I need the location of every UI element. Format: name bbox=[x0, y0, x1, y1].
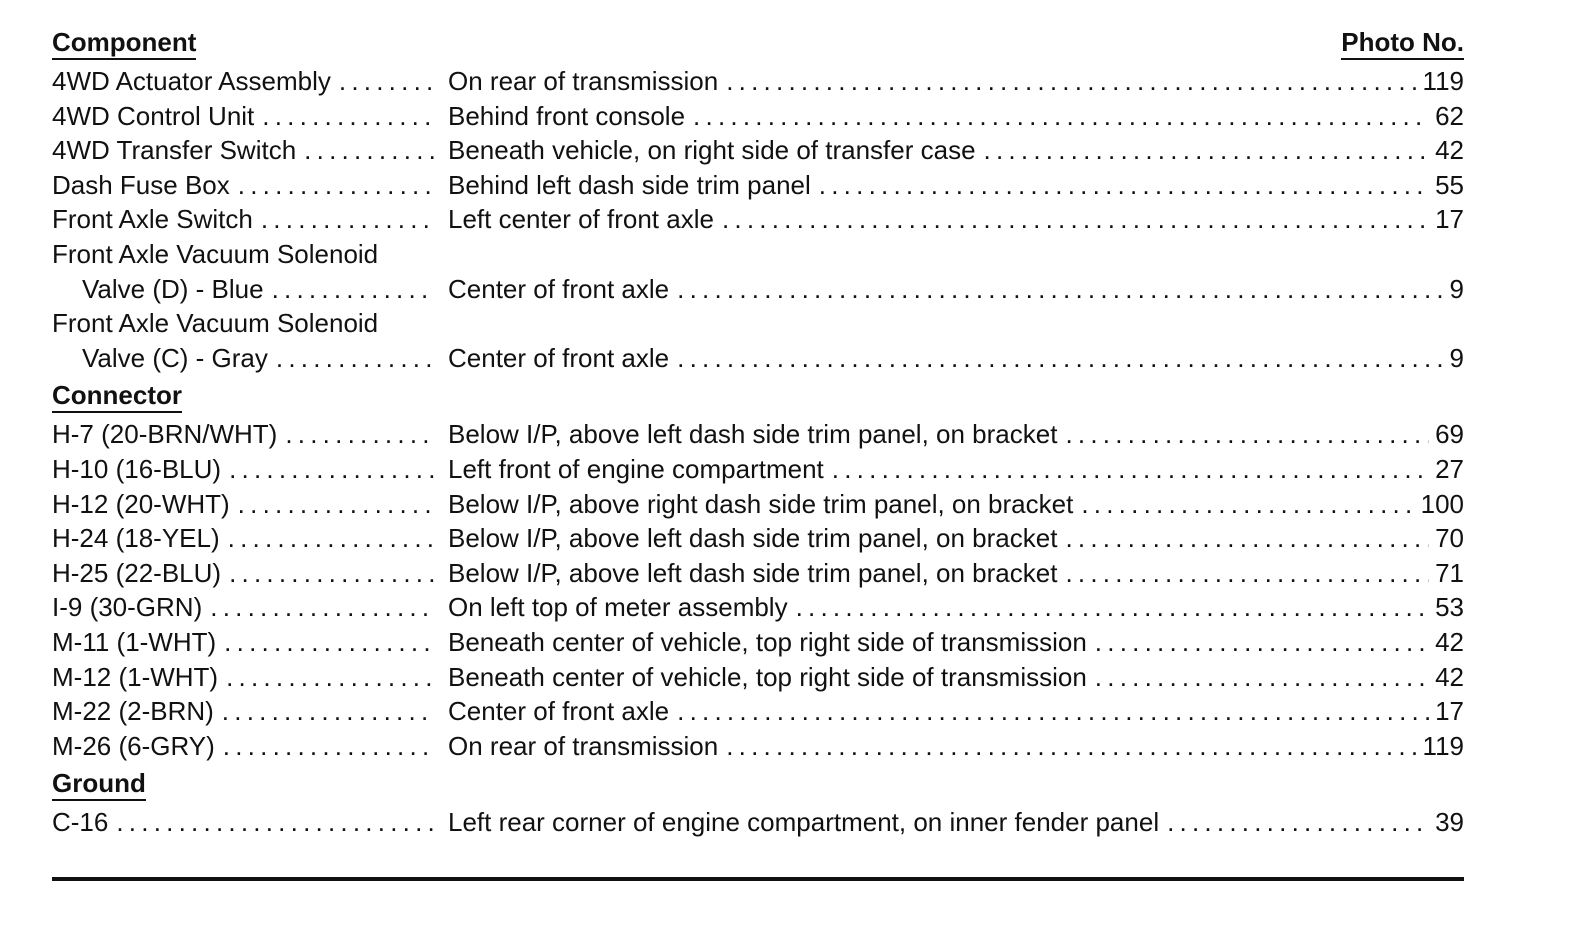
table-row bbox=[52, 660, 1464, 695]
connector-name: H-12 (20-WHT) bbox=[52, 487, 238, 522]
location-text: Behind left dash side trim panel bbox=[448, 168, 819, 203]
component-heading: Component bbox=[52, 27, 196, 60]
table-row bbox=[52, 805, 1464, 840]
location-text: Beneath vehicle, on right side of transfer case bbox=[448, 133, 984, 168]
photo-number: 17 bbox=[1429, 202, 1464, 237]
photo-number: 9 bbox=[1444, 272, 1464, 307]
photo-number: 17 bbox=[1429, 694, 1464, 729]
connector-name: H-24 (18-YEL) bbox=[52, 521, 228, 556]
component-name: 4WD Transfer Switch bbox=[52, 133, 304, 168]
connector-name: M-22 (2-BRN) bbox=[52, 694, 222, 729]
component-name: Front Axle Switch bbox=[52, 202, 261, 237]
location-text: Center of front axle bbox=[448, 272, 677, 307]
table-row bbox=[52, 417, 1464, 452]
connector-name: M-12 (1-WHT) bbox=[52, 660, 226, 695]
location-text: Beneath center of vehicle, top right side of transmission bbox=[448, 625, 1095, 660]
photo-number: 55 bbox=[1429, 168, 1464, 203]
location-text: Behind front console bbox=[448, 99, 693, 134]
location-text: Left center of front axle bbox=[448, 202, 722, 237]
table-row bbox=[52, 590, 1464, 625]
location-text: Left rear corner of engine compartment, on inner fender panel bbox=[448, 805, 1167, 840]
photo-number: 119 bbox=[1417, 64, 1464, 99]
connector-heading: Connector bbox=[52, 380, 182, 413]
table-row bbox=[52, 452, 1464, 487]
table-row bbox=[52, 556, 1464, 591]
connector-name: I-9 (30-GRN) bbox=[52, 590, 210, 625]
component-name: Front Axle Vacuum Solenoid bbox=[52, 237, 386, 272]
photo-no-heading: Photo No. bbox=[1341, 27, 1464, 60]
ground-section-header bbox=[52, 763, 1464, 805]
table-row bbox=[52, 521, 1464, 556]
connector-section-header bbox=[52, 375, 1464, 417]
location-text: On rear of transmission bbox=[448, 729, 726, 764]
table-row bbox=[52, 168, 1464, 203]
table-row bbox=[52, 306, 1464, 341]
photo-number: 42 bbox=[1429, 133, 1464, 168]
location-text: Below I/P, above left dash side trim panel, on bracket bbox=[448, 417, 1065, 452]
table-row bbox=[52, 237, 1464, 272]
connector-name: M-11 (1-WHT) bbox=[52, 625, 224, 660]
location-text: Beneath center of vehicle, top right side of transmission bbox=[448, 660, 1095, 695]
photo-number: 70 bbox=[1429, 521, 1464, 556]
component-name: Dash Fuse Box bbox=[52, 168, 238, 203]
location-text: Left front of engine compartment bbox=[448, 452, 832, 487]
component-locator-table bbox=[52, 18, 1464, 840]
connector-name: H-10 (16-BLU) bbox=[52, 452, 229, 487]
location-text: On rear of transmission bbox=[448, 64, 726, 99]
connector-name: H-7 (20-BRN/WHT) bbox=[52, 417, 285, 452]
photo-number: 39 bbox=[1429, 805, 1464, 840]
component-section-header bbox=[52, 18, 1464, 64]
photo-number: 71 bbox=[1429, 556, 1464, 591]
bottom-rule bbox=[52, 877, 1464, 881]
location-text: Below I/P, above left dash side trim panel, on bracket bbox=[448, 521, 1065, 556]
photo-number: 100 bbox=[1415, 487, 1464, 522]
location-text: On left top of meter assembly bbox=[448, 590, 796, 625]
table-row bbox=[52, 133, 1464, 168]
table-row bbox=[52, 487, 1464, 522]
table-row bbox=[52, 341, 1464, 376]
photo-number: 42 bbox=[1429, 660, 1464, 695]
photo-number: 62 bbox=[1429, 99, 1464, 134]
location-text: Center of front axle bbox=[448, 694, 677, 729]
photo-number: 27 bbox=[1429, 452, 1464, 487]
location-text: Center of front axle bbox=[448, 341, 677, 376]
table-row bbox=[52, 625, 1464, 660]
photo-number: 119 bbox=[1417, 729, 1464, 764]
ground-heading: Ground bbox=[52, 768, 146, 801]
table-row bbox=[52, 272, 1464, 307]
connector-name: H-25 (22-BLU) bbox=[52, 556, 229, 591]
table-row bbox=[52, 694, 1464, 729]
table-row bbox=[52, 729, 1464, 764]
component-name: 4WD Control Unit bbox=[52, 99, 262, 134]
table-row bbox=[52, 202, 1464, 237]
location-text: Below I/P, above right dash side trim panel, on bracket bbox=[448, 487, 1081, 522]
component-name-continued: Valve (D) - Blue bbox=[82, 272, 272, 307]
table-row bbox=[52, 64, 1464, 99]
component-name: 4WD Actuator Assembly bbox=[52, 64, 339, 99]
location-text: Below I/P, above left dash side trim panel, on bracket bbox=[448, 556, 1065, 591]
ground-name: C-16 bbox=[52, 805, 116, 840]
photo-number: 53 bbox=[1429, 590, 1464, 625]
component-name-continued: Valve (C) - Gray bbox=[82, 341, 276, 376]
connector-name: M-26 (6-GRY) bbox=[52, 729, 223, 764]
photo-number: 69 bbox=[1429, 417, 1464, 452]
photo-number: 9 bbox=[1444, 341, 1464, 376]
table-row bbox=[52, 99, 1464, 134]
photo-number: 42 bbox=[1429, 625, 1464, 660]
component-name: Front Axle Vacuum Solenoid bbox=[52, 306, 386, 341]
